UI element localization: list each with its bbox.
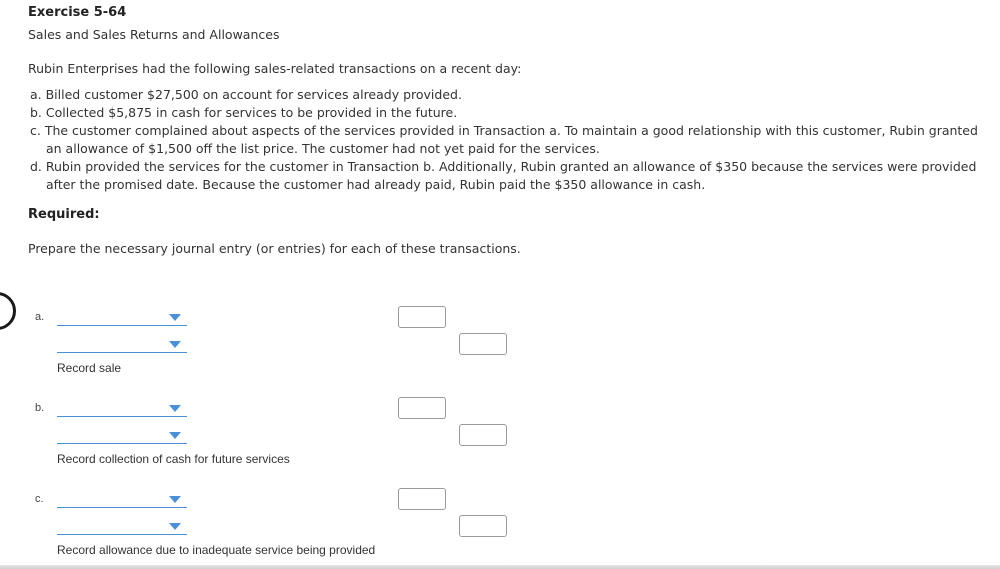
entry-a-note: Record sale <box>57 361 122 375</box>
transaction-c: c. The customer complained about aspects of the services provided in Transaction a. To maintain a good relationship with this customer, Rubin granted an allowance of $1,500 off the list price. The customer had not yet paid for the services. <box>30 123 978 156</box>
transaction-b: b. Collected $5,875 in cash for services to be provided in the future. <box>30 105 458 120</box>
required-heading: Required: <box>28 207 100 222</box>
required-instruction: Prepare the necessary journal entry (or entries) for each of these transactions. <box>28 241 521 256</box>
caret-down-icon <box>169 341 181 348</box>
transaction-list <box>30 86 996 194</box>
caret-down-icon <box>169 405 181 412</box>
entry-c-debit-account-dropdown[interactable] <box>57 492 187 508</box>
transaction-d: d. Rubin provided the services for the customer in Transaction b. Additionally, Rubin granted an allowance of $350 because the services were provided after the promised date. Because the customer had already paid, Rubin paid the $350 allowance in cash. <box>30 159 977 192</box>
entry-c-debit-amount-input[interactable] <box>398 488 446 510</box>
entry-c-credit-account-dropdown[interactable] <box>57 519 187 535</box>
tools-circle-button[interactable] <box>0 292 16 330</box>
entry-c-letter: c. <box>35 493 44 505</box>
entry-c-credit-amount-input[interactable] <box>459 515 507 537</box>
entry-c-note: Record allowance due to inadequate service being provided <box>57 543 376 557</box>
transaction-a: a. Billed customer $27,500 on account for services already provided. <box>30 87 462 102</box>
entry-a-debit-amount-input[interactable] <box>398 306 446 328</box>
exercise-title: Exercise 5-64 <box>28 5 127 20</box>
exercise-subtitle: Sales and Sales Returns and Allowances <box>28 27 280 42</box>
caret-down-icon <box>169 432 181 439</box>
entry-b-credit-amount-input[interactable] <box>459 424 507 446</box>
entry-b-note: Record collection of cash for future services <box>57 452 290 466</box>
entry-a-credit-amount-input[interactable] <box>459 333 507 355</box>
entry-b-letter: b. <box>35 402 45 414</box>
entry-b-debit-account-dropdown[interactable] <box>57 401 187 417</box>
bottom-divider <box>0 565 1000 569</box>
problem-intro: Rubin Enterprises had the following sales-related transactions on a recent day: <box>28 61 522 76</box>
entry-a-debit-account-dropdown[interactable] <box>57 310 187 326</box>
caret-down-icon <box>169 523 181 530</box>
entry-b-debit-amount-input[interactable] <box>398 397 446 419</box>
entry-b-credit-account-dropdown[interactable] <box>57 428 187 444</box>
caret-down-icon <box>169 496 181 503</box>
entry-a-credit-account-dropdown[interactable] <box>57 337 187 353</box>
entry-a-letter: a. <box>35 311 45 323</box>
caret-down-icon <box>169 314 181 321</box>
